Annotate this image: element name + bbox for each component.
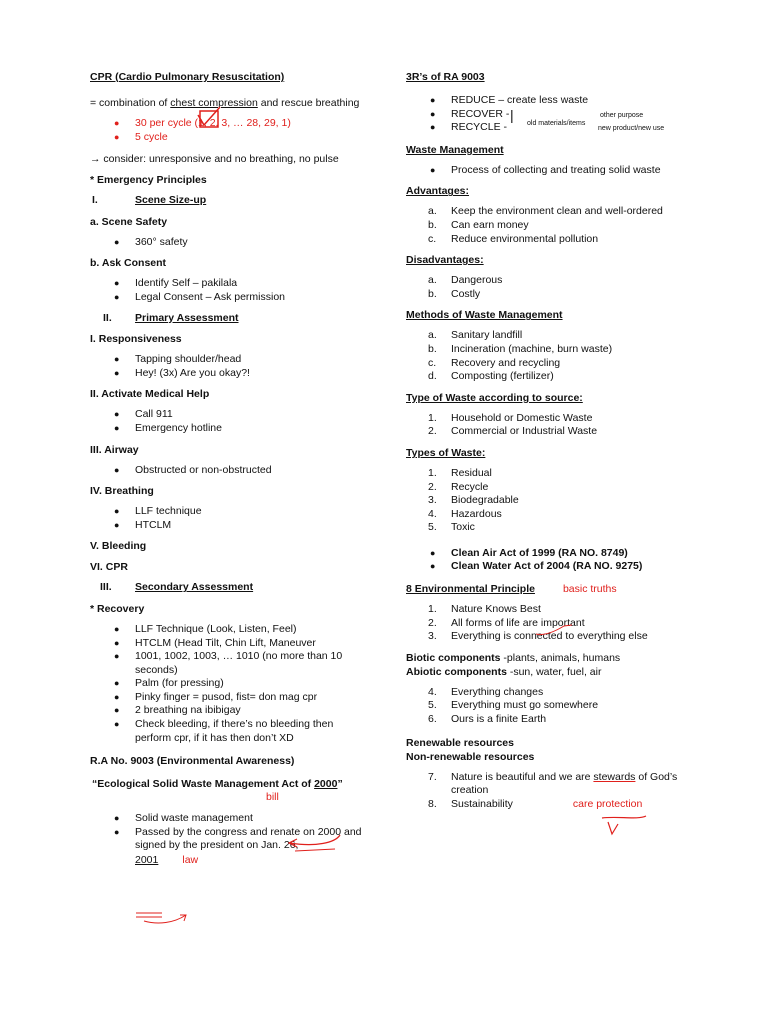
methods-heading: Methods of Waste Management: [406, 309, 563, 322]
list-item: 2. Commercial or Industrial Waste: [428, 425, 598, 438]
cpr-step-heading: VI. CPR: [90, 561, 128, 574]
cpr-red-list: [90, 117, 370, 144]
list-item: ● HTCLM (Head Tilt, Chin Lift, Maneuver: [114, 636, 316, 649]
list-item: ● 2 breathing na ibibigay: [114, 704, 241, 717]
list-item: ● Tapping shoulder/head: [114, 353, 242, 366]
bullet-icon: ●: [114, 506, 120, 517]
list-item: 1. Nature Knows Best: [428, 603, 541, 616]
act-title: “Ecological Solid Waste Management Act of 2000”: [92, 778, 343, 791]
list-item: d. Composting (fertilizer): [428, 370, 554, 383]
list-item: 8. Sustainability care protection: [428, 797, 643, 810]
bullet-icon: ●: [114, 131, 120, 142]
old-materials-note: old materials/items: [527, 120, 586, 127]
list-item: ● Clean Water Act of 2004 (RA NO. 9275): [430, 560, 643, 573]
list-item: ● Process of collecting and treating solid waste: [430, 163, 661, 176]
chest-compression-text: chest compression: [170, 97, 258, 109]
bullet-icon: ●: [114, 354, 120, 365]
bill-arrow-icon: [285, 833, 345, 853]
right-column: [406, 70, 686, 811]
threers-heading: 3R’s of RA 9003: [406, 71, 485, 83]
cpr-heading: CPR (Cardio Pulmonary Resuscitation): [90, 71, 285, 83]
list-item: ● HTCLM: [114, 518, 172, 531]
section-heading: I. Scene Size-up: [92, 194, 207, 207]
list-item: ● 1001, 1002, 1003, … 1010 (no more than 10 seconds): [114, 650, 343, 676]
care-arrow-icon: [598, 814, 648, 836]
list-item: 7. Nature is beautiful and we are stewards of God’s creation: [428, 770, 678, 797]
bullet-icon: ●: [114, 705, 120, 716]
bullet-icon: ●: [114, 519, 120, 530]
bullet-icon: ●: [114, 651, 120, 662]
law-note: law: [182, 854, 199, 867]
new-product-note: new product/new use: [598, 125, 665, 132]
types-heading: Types of Waste:: [406, 446, 486, 459]
list-item: ● RECYCLE -: [430, 121, 508, 134]
list-item: c. Recovery and recycling: [428, 356, 561, 369]
list-item: ● RECOVER -: [430, 107, 510, 120]
section-heading: II. Primary Assessment: [103, 311, 239, 324]
list-item: b. Can earn money: [428, 218, 529, 231]
list-item: ● 360° safety: [114, 235, 188, 248]
list-item: ● LLF technique: [114, 505, 202, 518]
list-item: a. Keep the environment clean and well-ordered: [428, 205, 663, 218]
list-item: ● Hey! (3x) Are you okay?!: [114, 366, 250, 379]
list-item: a. Dangerous: [428, 274, 503, 287]
arrow-icon: →: [90, 153, 104, 166]
list-item: 4. Hazardous: [428, 507, 502, 520]
bullet-icon: ●: [114, 278, 120, 289]
bullet-icon: ●: [114, 409, 120, 420]
list-item: ● Passed by the congress and renate on 2000 and signed by the president on Jan. 26,: [114, 825, 362, 852]
list-item: ● LLF Technique (Look, Listen, Feel): [114, 622, 297, 635]
list-item: 4. Everything changes: [428, 685, 544, 698]
list-item: a. Sanitary landfill: [428, 329, 523, 342]
bullet-icon: ●: [430, 122, 436, 133]
act-year-line: 2001 law: [135, 854, 199, 867]
bullet-icon: ●: [114, 118, 120, 128]
list-item: 3. Biodegradable: [428, 494, 519, 507]
waste-mgmt-heading: Waste Management: [406, 143, 504, 156]
list-item: 5. Toxic: [428, 521, 475, 534]
recovery-heading: * Recovery: [90, 602, 145, 615]
list-item: ● Call 911: [114, 408, 173, 421]
list-item: 1. Household or Domestic Waste: [428, 411, 593, 424]
renewable-line: Renewable resources: [406, 736, 514, 749]
bullet-icon: ●: [430, 95, 436, 105]
bullet-icon: ●: [114, 291, 120, 302]
checkbox-scribble-icon: [196, 105, 226, 131]
bullet-icon: ●: [114, 826, 120, 837]
list-item: ● REDUCE – create less waste: [430, 94, 589, 106]
source-heading: Type of Waste according to source:: [406, 391, 583, 404]
advantages-heading: Advantages:: [406, 185, 470, 198]
disadvantages-heading: Disadvantages:: [406, 254, 484, 267]
list-item: ● Palm (for pressing): [114, 677, 224, 690]
bullet-icon: ●: [114, 464, 120, 475]
bullet-icon: ●: [114, 623, 120, 634]
bullet-icon: ●: [430, 561, 436, 572]
bill-note: bill: [266, 791, 279, 804]
other-purpose-note: other purpose: [600, 112, 644, 119]
bullet-icon: ●: [114, 691, 120, 702]
bullet-icon: ●: [430, 547, 436, 558]
cpr-definition: = combination of chest compression and rescue breathing: [90, 97, 360, 109]
principle-heading: 8 Environmental Principle basic truths: [406, 583, 617, 596]
bullet-icon: ●: [114, 719, 120, 730]
care-protection-note: care protection: [572, 797, 643, 810]
bullet-icon: ●: [114, 813, 120, 824]
list-item: ● Pinky finger = pusod, fist= don mag cpr: [114, 690, 318, 703]
list-item: 3. Everything is connected to everything else: [428, 630, 648, 643]
bullet-icon: ●: [114, 367, 120, 378]
list-item: ● Identify Self – pakilala: [114, 277, 238, 290]
list-item: 1. Residual: [428, 466, 492, 479]
airway-heading: III. Airway: [90, 443, 139, 456]
left-column: [90, 70, 370, 867]
list-item: b. Costly: [428, 287, 481, 300]
list-item: ● 30 per cycle (1, 2, 3, … 28, 29, 1): [114, 117, 291, 129]
bullet-icon: ●: [114, 678, 120, 689]
section-heading: III. Secondary Assessment: [100, 581, 254, 594]
list-item: 6. Ours is a finite Earth: [428, 713, 547, 726]
basic-truths-note: basic truths: [562, 583, 617, 596]
list-item: ● Emergency hotline: [114, 421, 222, 434]
ask-consent-heading: b. Ask Consent: [90, 257, 167, 270]
breathing-heading: IV. Breathing: [90, 485, 154, 498]
bullet-icon: ●: [430, 164, 436, 175]
law-arrow-icon: [134, 909, 194, 925]
abiotic-line: Abiotic components -sun, water, fuel, air: [406, 665, 602, 678]
list-item: 5. Everything must go somewhere: [428, 699, 599, 712]
responsiveness-heading: I. Responsiveness: [90, 333, 182, 346]
activate-heading: II. Activate Medical Help: [90, 388, 210, 401]
basic-truths-line-icon: [534, 622, 574, 638]
list-item: ● Solid waste management: [114, 812, 253, 825]
list-item: ● Check bleeding, if there’s no bleeding then perform cpr, if it has then don’t XD: [114, 718, 334, 744]
ra-heading: R.A No. 9003 (Environmental Awareness): [90, 755, 295, 768]
bracket-mark: |: [510, 107, 514, 123]
scene-safety-heading: a. Scene Safety: [90, 215, 168, 228]
list-item: ● Obstructed or non-obstructed: [114, 463, 272, 476]
bullet-icon: ●: [430, 108, 436, 119]
list-item: 2. Recycle: [428, 480, 489, 493]
nonrenewable-line: Non-renewable resources: [406, 750, 535, 763]
stewards-text: stewards: [593, 770, 636, 783]
consider-note: → consider: unresponsive and no breathing, no pulse: [90, 153, 339, 166]
list-item: 2. All forms of life are important: [428, 616, 585, 629]
bullet-icon: ●: [114, 236, 120, 247]
bullet-icon: ●: [114, 422, 120, 433]
bullet-icon: ●: [114, 637, 120, 648]
list-item: ● Legal Consent – Ask permission: [114, 290, 285, 303]
list-item: ● 5 cycle: [114, 130, 168, 143]
list-item: ● Clean Air Act of 1999 (RA NO. 8749): [430, 546, 628, 559]
biotic-line: Biotic components -plants, animals, humans: [406, 651, 621, 664]
bleeding-heading: V. Bleeding: [90, 540, 147, 553]
list-item: b. Incineration (machine, burn waste): [428, 342, 613, 355]
emergency-heading: * Emergency Principles: [90, 174, 207, 187]
list-item: c. Reduce environmental pollution: [428, 232, 599, 245]
